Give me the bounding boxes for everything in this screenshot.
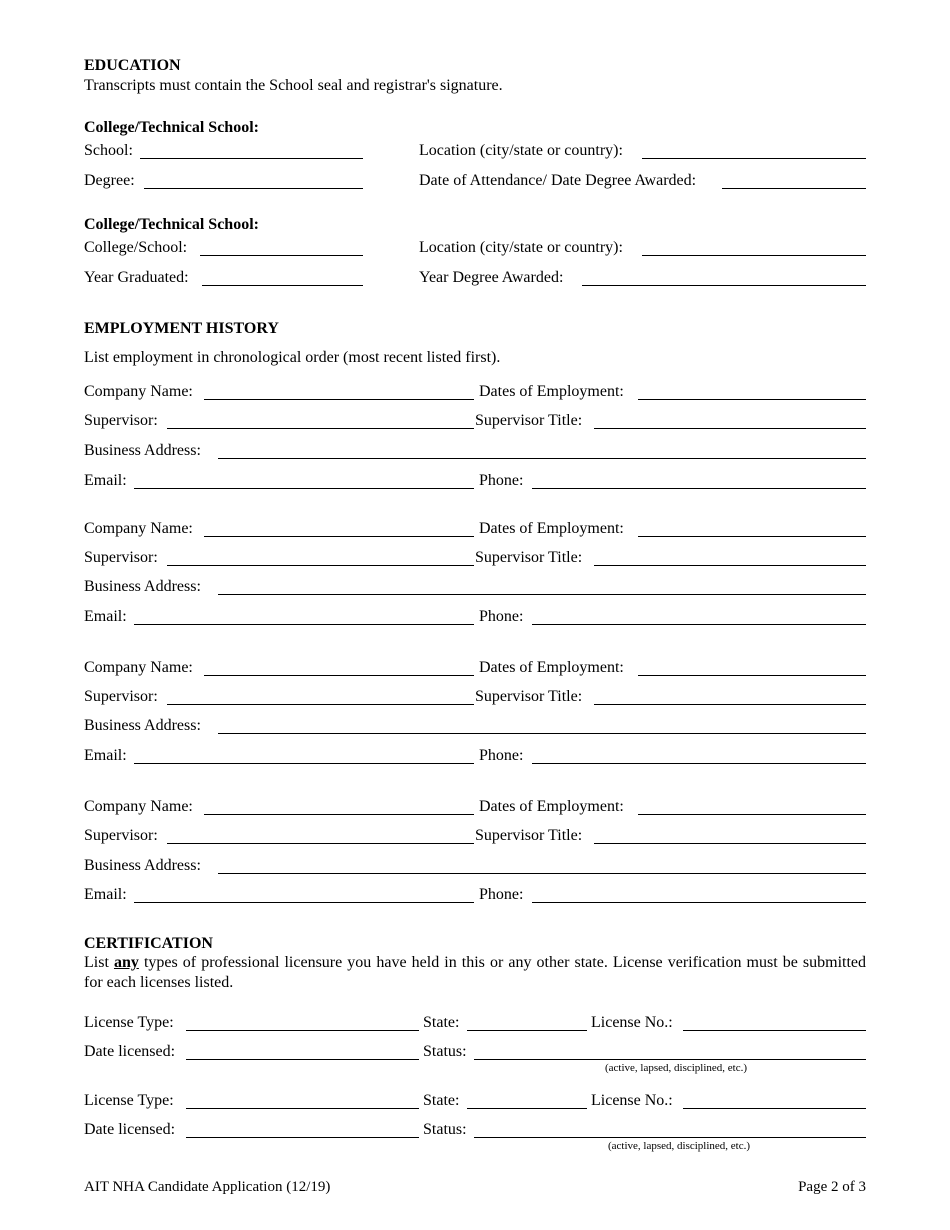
address-label: Business Address: (84, 442, 201, 459)
supervisor-field[interactable] (167, 565, 474, 566)
phone-field[interactable] (532, 488, 866, 489)
address-label: Business Address: (84, 717, 201, 734)
dates-field[interactable] (638, 675, 866, 676)
phone-label: Phone: (479, 886, 524, 903)
company-field[interactable] (204, 536, 474, 537)
company-field[interactable] (204, 814, 474, 815)
dates-label: Dates of Employment: (479, 659, 624, 676)
company-label: Company Name: (84, 383, 193, 400)
college-school-field[interactable] (200, 255, 363, 256)
email-field[interactable] (134, 624, 474, 625)
year-graduated-field[interactable] (202, 285, 363, 286)
email-field[interactable] (134, 763, 474, 764)
email-label: Email: (84, 886, 127, 903)
phone-label: Phone: (479, 747, 524, 764)
company-label: Company Name: (84, 520, 193, 537)
state-field[interactable] (467, 1108, 587, 1109)
education-heading: EDUCATION (84, 57, 181, 74)
year-awarded-label: Year Degree Awarded: (419, 269, 564, 286)
license-type-label: License Type: (84, 1014, 174, 1031)
dates-field[interactable] (638, 536, 866, 537)
phone-field[interactable] (532, 902, 866, 903)
dates-label: Dates of Employment: (479, 383, 624, 400)
supervisor-title-field[interactable] (594, 428, 866, 429)
status-field[interactable] (474, 1059, 866, 1060)
location-field-2[interactable] (642, 255, 866, 256)
email-label: Email: (84, 747, 127, 764)
status-label: Status: (423, 1043, 467, 1060)
supervisor-label: Supervisor: (84, 827, 158, 844)
dates-label: Dates of Employment: (479, 520, 624, 537)
degree-label: Degree: (84, 172, 135, 189)
dates-field[interactable] (638, 399, 866, 400)
address-field[interactable] (218, 594, 866, 595)
status-field[interactable] (474, 1137, 866, 1138)
email-label: Email: (84, 472, 127, 489)
attendance-label: Date of Attendance/ Date Degree Awarded: (419, 172, 697, 189)
phone-label: Phone: (479, 608, 524, 625)
license-no-field[interactable] (683, 1030, 866, 1031)
company-field[interactable] (204, 675, 474, 676)
status-label: Status: (423, 1121, 467, 1138)
employment-instruction: List employment in chronological order (most recent listed first). (84, 349, 501, 366)
supervisor-title-label: Supervisor Title: (475, 827, 583, 844)
state-label: State: (423, 1092, 460, 1109)
supervisor-title-field[interactable] (594, 843, 866, 844)
license-type-field[interactable] (186, 1108, 419, 1109)
emphasis-any: any (113, 954, 139, 971)
college-heading-2: College/Technical School: (84, 216, 259, 233)
degree-field[interactable] (144, 188, 363, 189)
company-label: Company Name: (84, 798, 193, 815)
certification-heading: CERTIFICATION (84, 935, 213, 952)
state-label: State: (423, 1014, 460, 1031)
address-label: Business Address: (84, 857, 201, 874)
address-field[interactable] (218, 458, 866, 459)
attendance-field[interactable] (722, 188, 866, 189)
footer-page-number: Page 2 of 3 (798, 1179, 866, 1195)
status-hint: (active, lapsed, disciplined, etc.) (605, 1062, 748, 1074)
supervisor-label: Supervisor: (84, 412, 158, 429)
supervisor-field[interactable] (167, 704, 474, 705)
status-hint: (active, lapsed, disciplined, etc.) (608, 1140, 751, 1152)
email-label: Email: (84, 608, 127, 625)
year-graduated-label: Year Graduated: (84, 269, 189, 286)
supervisor-title-label: Supervisor Title: (475, 688, 583, 705)
school-label: School: (84, 142, 133, 159)
supervisor-label: Supervisor: (84, 688, 158, 705)
school-field[interactable] (140, 158, 363, 159)
date-licensed-field[interactable] (186, 1137, 419, 1138)
phone-label: Phone: (479, 472, 524, 489)
supervisor-title-field[interactable] (594, 704, 866, 705)
address-field[interactable] (218, 873, 866, 874)
email-field[interactable] (134, 488, 474, 489)
license-no-label: License No.: (591, 1092, 673, 1109)
phone-field[interactable] (532, 763, 866, 764)
location-label-2: Location (city/state or country): (419, 239, 623, 256)
license-no-field[interactable] (683, 1108, 866, 1109)
address-field[interactable] (218, 733, 866, 734)
college-heading-1: College/Technical School: (84, 119, 259, 136)
date-licensed-label: Date licensed: (84, 1121, 176, 1138)
supervisor-title-label: Supervisor Title: (475, 549, 583, 566)
dates-label: Dates of Employment: (479, 798, 624, 815)
location-label-1: Location (city/state or country): (419, 142, 623, 159)
date-licensed-field[interactable] (186, 1059, 419, 1060)
license-type-field[interactable] (186, 1030, 419, 1031)
supervisor-title-label: Supervisor Title: (475, 412, 583, 429)
license-type-label: License Type: (84, 1092, 174, 1109)
phone-field[interactable] (532, 624, 866, 625)
supervisor-label: Supervisor: (84, 549, 158, 566)
college-school-label: College/School: (84, 239, 188, 256)
year-awarded-field[interactable] (582, 285, 866, 286)
address-label: Business Address: (84, 578, 201, 595)
footer-form-name: AIT NHA Candidate Application (12/19) (84, 1179, 331, 1195)
location-field-1[interactable] (642, 158, 866, 159)
supervisor-title-field[interactable] (594, 565, 866, 566)
supervisor-field[interactable] (167, 428, 474, 429)
supervisor-field[interactable] (167, 843, 474, 844)
certification-instruction: List any types of professional licensure you have held in this or any other state. License verification must be submitted for each licenses listed. (84, 954, 867, 991)
license-no-label: License No.: (591, 1014, 673, 1031)
employment-heading: EMPLOYMENT HISTORY (84, 320, 279, 337)
education-note: Transcripts must contain the School seal and registrar's signature. (84, 77, 503, 94)
dates-field[interactable] (638, 814, 866, 815)
company-label: Company Name: (84, 659, 193, 676)
email-field[interactable] (134, 902, 474, 903)
state-field[interactable] (467, 1030, 587, 1031)
company-field[interactable] (204, 399, 474, 400)
date-licensed-label: Date licensed: (84, 1043, 176, 1060)
